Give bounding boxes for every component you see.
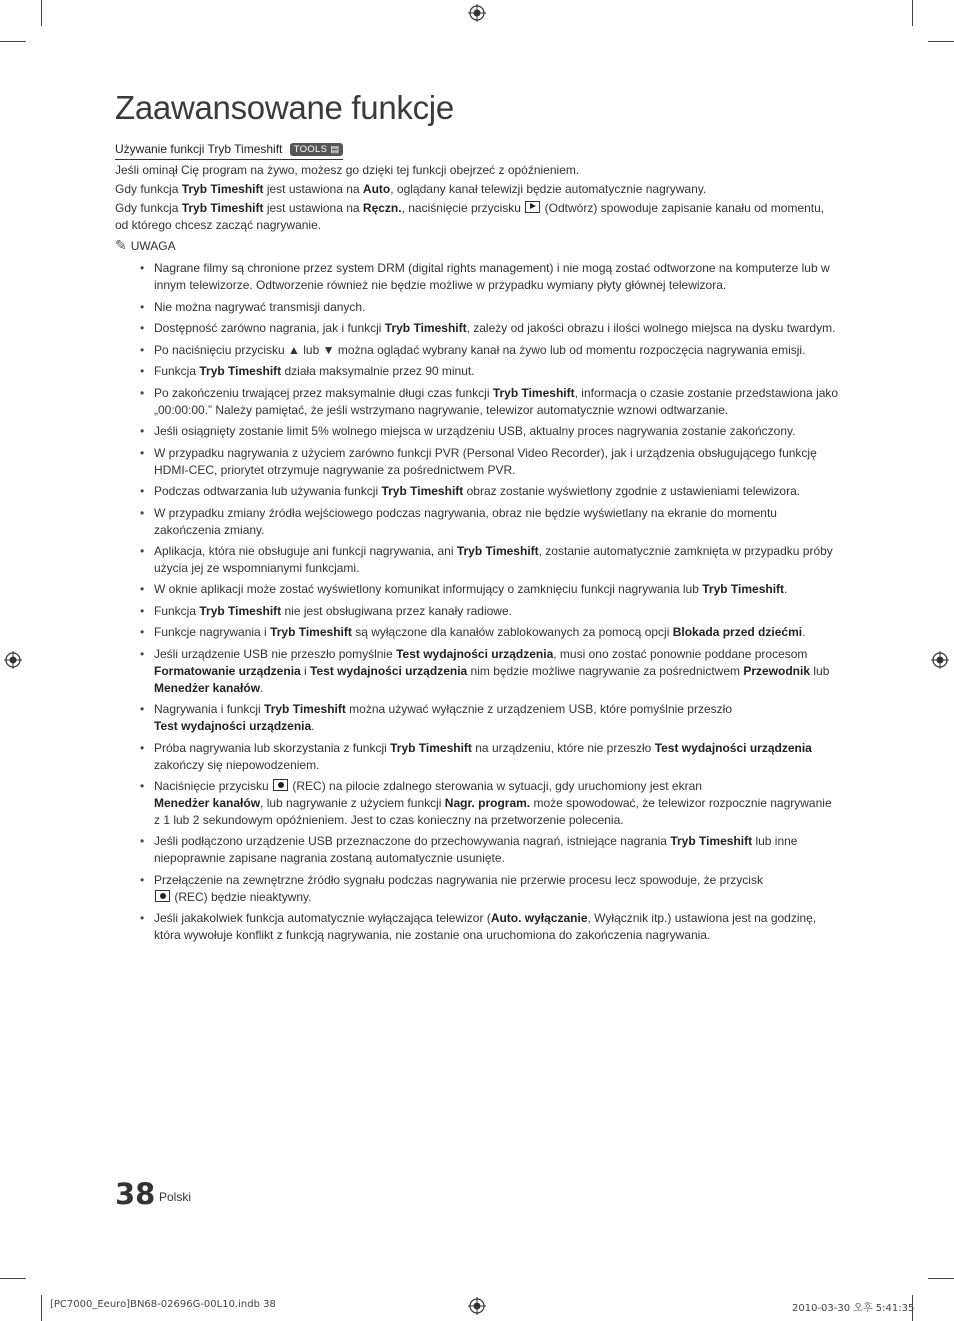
text-run: Podczas odtwarzania lub używania funkcji [154,484,382,499]
crop-mark [928,41,954,42]
bullet-icon: • [140,911,145,926]
intro-paragraph [115,200,840,234]
bold-term: Test wydajności urządzenia [310,663,468,678]
bold-term: Tryb Timeshift [492,385,575,400]
text-run: Jeśli ominął Cię program na żywo, możesz go dzięki tej funkcji obejrzeć z opóźnieniem. [115,162,580,177]
note-item [115,320,840,337]
page-number: 38 [115,1177,156,1211]
note-item [115,543,840,577]
bullet-icon: • [140,342,145,357]
text-run: (Odtwórz) spowoduje zapisanie kanału od momentu, od którego chcesz zacząć nagrywanie. [115,200,825,232]
note-item [115,872,840,906]
text-run: , Wyłącznik itp.) ustawiona jest na godzinę, która wywołuje konflikt z funkcją nagrywania, nie zostanie ona uruchomiona do zakończenia nagrywania. [154,911,817,943]
text-run: Funkcje nagrywania i [154,625,271,640]
text-run: , naciśnięcie przycisku [401,200,525,215]
text-run: można używać wyłącznie z urządzeniem USB, które pomyślnie przeszło [345,702,732,717]
note-label: UWAGA [130,238,176,253]
bullet-icon: • [140,299,145,314]
crop-mark [41,1295,42,1321]
text-run: może spowodować, że telewizor rozpocznie nagrywanie z 1 lub 2 sekundowym opóźnieniem. Jest to czas konieczny na przetworzenie polecenia. [154,796,832,827]
note-item [115,445,840,479]
bold-term: Auto [362,181,391,196]
text-run: Jeśli osiągnięty zostanie limit 5% wolnego miejsca w urządzeniu USB, aktualny proces nagrywania zostanie zakończony. [154,424,796,439]
text-run: . [784,582,788,597]
text-run: W przypadku zmiany źródła wejściowego podczas nagrywania, obraz nie będzie wyświetlany na ekranie do momentu zakończenia zmiany. [154,505,777,537]
text-run: Próba nagrywania lub skorzystania z funkcji [154,740,391,755]
text-run: Naciśnięcie przycisku [154,779,273,794]
text-run: jest ustawiona na [263,200,363,215]
text-run: zakończy się niepowodzeniem. [154,757,320,772]
bold-term: Tryb Timeshift [181,181,264,196]
bold-term: Tryb Timeshift [199,603,282,618]
text-run: Po zakończeniu trwającej przez maksymalnie długi czas funkcji [154,385,493,400]
crop-mark [41,0,42,26]
bold-term: Test wydajności urządzenia [154,719,312,734]
bullet-icon: • [140,321,145,336]
note-item [115,646,840,697]
bullet-icon: • [140,364,145,379]
crop-mark [928,1278,954,1279]
note-item [115,363,840,380]
tools-badge: TOOLS ▤ [290,143,344,156]
bullet-icon: • [140,385,145,400]
note-header [115,237,840,255]
note-item [115,910,840,944]
bold-term: Formatowanie urządzenia [154,663,301,678]
text-run: , zostanie automatycznie zamknięta w przypadku próby użycia jej ze wspomnianymi funkcjami. [154,544,833,575]
text-run: Funkcja [154,364,200,379]
pencil-note-icon: ✎ [115,236,127,253]
note-item [115,483,840,500]
text-run: są wyłączone dla kanałów zablokowanych za pomocą opcji [351,625,673,640]
bullet-icon: • [140,261,145,276]
text-run: , zależy od jakości obrazu i ilości wolnego miejsca na dysku twardym. [466,321,836,336]
text-run: . [260,680,264,695]
bullet-icon: • [140,544,145,559]
text-run: Nie można nagrywać transmisji danych. [154,299,366,314]
note-item [115,833,840,867]
text-run: (REC) będzie nieaktywny. [171,889,312,904]
text-run: nim będzie możliwe nagrywanie za pośrednictwem [467,663,744,678]
note-item [115,581,840,598]
tools-badge-label: TOOLS [293,144,328,155]
bold-term: Tryb Timeshift [381,484,464,499]
note-item [115,740,840,774]
text-run: , musi ono zostać ponownie poddane procesom [553,646,808,661]
text-run: i [300,663,311,678]
text-run: , informacja o czasie zostanie przedstawiona jako „00:00:00.” Należy pamiętać, że jeśli wstrzymano nagrywanie, telewizor automatycznie wznowi odtwarzanie. [154,385,839,417]
text-run: na urządzeniu, które nie przeszło [471,740,655,755]
bold-term: Auto. wyłączanie [490,911,588,926]
text-run: Funkcja [154,603,200,618]
rec-button-icon [155,890,170,902]
bold-term: Menedżer kanałów [154,680,261,695]
bullet-icon: • [140,646,145,661]
text-run: Aplikacja, która nie obsługuje ani funkcji nagrywania, ani [154,544,457,559]
bullet-icon: • [140,872,145,887]
note-item [115,385,840,419]
text-run: jest ustawiona na [263,181,363,196]
bold-term: Tryb Timeshift [384,321,467,336]
text-run: . [311,719,315,734]
bullet-icon: • [140,779,145,794]
note-item [115,778,840,829]
note-item [115,624,840,641]
text-run: nie jest obsługiwana przez kanały radiowe. [281,603,512,618]
note-item [115,603,840,620]
bold-term: Tryb Timeshift [270,625,352,640]
intro-paragraph [115,162,840,179]
bold-term: Przewodnik [743,663,811,678]
text-run: , oglądany kanał telewizji będzie automatycznie nagrywany. [390,181,707,196]
page-language: Polski [159,1190,192,1204]
text-run: (REC) na pilocie zdalnego sterowania w sytuacji, gdy uruchomiony jest ekran [289,779,702,794]
note-item [115,701,840,735]
text-run: Gdy funkcja [115,181,182,196]
bold-term: Blokada przed dziećmi [672,625,803,640]
bold-term: Tryb Timeshift [456,544,539,559]
rec-button-icon [273,779,288,791]
play-button-icon [525,201,540,213]
text-run: Przełączenie na zewnętrzne źródło sygnału podczas nagrywania nie przerwie procesu lecz spowoduje, że przycisk [154,872,763,887]
crop-mark [0,41,26,42]
bullet-icon: • [140,445,145,460]
text-run: Nagrywania i funkcji [154,702,265,717]
bullet-icon: • [140,740,145,755]
registration-mark-icon [931,651,949,669]
text-run: obraz zostanie wyświetlony zgodnie z ustawieniami telewizora. [463,484,801,499]
note-item [115,423,840,440]
bullet-icon: • [140,625,145,640]
notes-list [115,260,840,944]
text-run: Jeśli jakakolwiek funkcja automatycznie wyłączająca telewizor ( [154,911,491,926]
bullet-icon: • [140,424,145,439]
text-run: Jeśli podłączono urządzenie USB przeznaczone do przechowywania nagrań, istniejące nagrania [154,834,671,849]
footer-file: [PC7000_Eeuro]BN68-02696G-00L10.indb 38 [50,1299,276,1310]
text-run: Nagrane filmy są chronione przez system DRM (digital rights management) i nie mogą zostać odtworzone na komputerze lub w innym telewizorze. Odtworzenie również nie będzie możliwe w przypadku wymiany płyty głównej telewizora. [154,261,830,293]
bold-term: Tryb Timeshift [181,200,264,215]
note-item [115,505,840,539]
registration-mark-icon [468,4,486,22]
text-run: lub inne niepoprawnie zapisane nagrania zostaną automatycznie usunięte. [154,834,798,866]
footer-timestamp: 2010-03-30 오후 5:41:35 [792,1303,915,1314]
registration-mark-icon [468,1297,486,1315]
main-content [115,141,840,949]
page-title: Zaawansowane funkcje [115,89,454,126]
text-run: Gdy funkcja [115,200,182,215]
bold-term: Test wydajności urządzenia [654,740,812,755]
text-run: W przypadku nagrywania z użyciem zarówno funkcji PVR (Personal Video Recorder), jak i urządzenia obsługującego funkcję HDMI-CEC, priorytet otrzymuje nagrywanie za pośrednictwem PVR. [154,445,817,477]
bold-term: Tryb Timeshift [702,582,785,597]
bold-term: Tryb Timeshift [199,364,282,379]
crop-mark [912,0,913,26]
text-run: działa maksymalnie przez 90 minut. [281,364,475,379]
bold-term: Tryb Timeshift [390,740,472,755]
text-run: . [802,625,806,640]
crop-mark [0,1278,26,1279]
registration-mark-icon [4,651,22,669]
bold-term: Nagr. program. [444,796,531,810]
bold-term: Ręczn. [362,200,402,215]
text-run: Jeśli urządzenie USB nie przeszło pomyślnie [154,646,397,661]
bullet-icon: • [140,484,145,499]
note-item [115,260,840,294]
text-run: W oknie aplikacji może zostać wyświetlony komunikat informujący o zamknięciu funkcji nagrywania lub [154,582,703,597]
section-title [115,141,343,160]
bullet-icon: • [140,834,145,849]
text-run: lub [810,663,830,678]
text-run: Po naciśnięciu przycisku ▲ lub ▼ można oglądać wybrany kanał na żywo lub od momentu rozpoczęcia nagrywania emisji. [154,342,806,357]
bold-term: Test wydajności urządzenia [396,646,554,661]
section-title-text: Używanie funkcji Tryb Timeshift [115,142,283,156]
bullet-icon: • [140,603,145,618]
bold-term: Menedżer kanałów [154,796,261,810]
text-run: , lub nagrywanie z użyciem funkcji [260,796,445,810]
bold-term: Tryb Timeshift [264,702,346,717]
bullet-icon: • [140,582,145,597]
note-item [115,342,840,359]
bullet-icon: • [140,702,145,717]
bullet-icon: • [140,505,145,520]
intro-paragraph [115,181,840,198]
note-item [115,299,840,316]
bold-term: Tryb Timeshift [670,834,753,849]
text-run: Dostępność zarówno nagrania, jak i funkcji [154,321,385,336]
intro-paragraphs [115,162,840,234]
